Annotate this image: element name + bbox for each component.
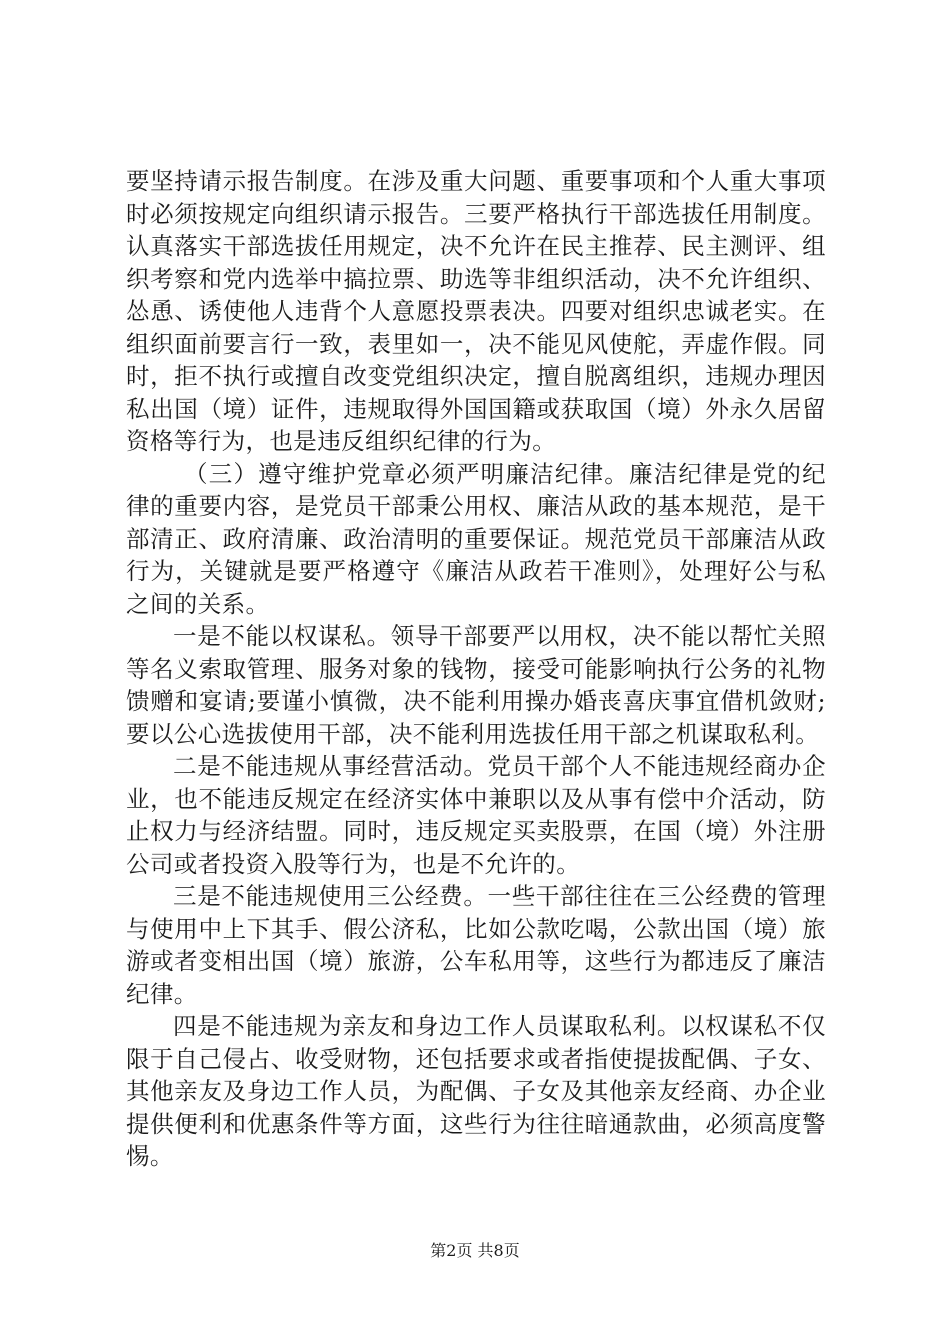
paragraph-point-one: 一是不能以权谋私。领导干部要严以用权，决不能以帮忙关照等名义索取管理、服务对象的钱物，接受可能影响执行公务的礼物馈赠和宴请;要谨小慎微，决不能利用操办婚丧喜庆事宜借机敛财;要以公心选拔使用干部，决不能利用选拔任用干部之机谋取私利。 xyxy=(126,622,826,748)
paragraph-point-two: 二是不能违规从事经营活动。党员干部个人不能违规经商办企业，也不能违反规定在经济实体中兼职以及从事有偿中介活动，防止权力与经济结盟。同时，违反规定买卖股票，在国（境）外注册公司或者投资入股等行为，也是不允许的。 xyxy=(126,752,826,878)
document-body xyxy=(126,165,826,1173)
paragraph-integrity-discipline-heading: （三）遵守维护党章必须严明廉洁纪律。廉洁纪律是党的纪律的重要内容，是党员干部秉公用权、廉洁从政的基本规范，是干部清正、政府清廉、政治清明的重要保证。规范党员干部廉洁从政行为，关键就是要严格遵守《廉洁从政若干准则》，处理好公与私之间的关系。 xyxy=(126,459,826,618)
paragraph-point-three: 三是不能违规使用三公经费。一些干部往往在三公经费的管理与使用中上下其手、假公济私，比如公款吃喝，公款出国（境）旅游或者变相出国（境）旅游，公车私用等，这些行为都违反了廉洁纪律。 xyxy=(126,882,826,1008)
page-number-footer: 第2页 共8页 xyxy=(430,1241,520,1260)
paragraph-organization-discipline: 要坚持请示报告制度。在涉及重大问题、重要事项和个人重大事项时必须按规定向组织请示报告。三要严格执行干部选拔任用制度。认真落实干部选拔任用规定，决不允许在民主推荐、民主测评、组织考察和党内选举中搞拉票、助选等非组织活动，决不允许组织、怂恿、诱使他人违背个人意愿投票表决。四要对组织忠诚老实。在组织面前要言行一致，表里如一，决不能见风使舵，弄虚作假。同时，拒不执行或擅自改变党组织决定，擅自脱离组织，违规办理因私出国（境）证件，违规取得外国国籍或获取国（境）外永久居留资格等行为，也是违反组织纪律的行为。 xyxy=(126,167,826,455)
paragraph-point-four: 四是不能违规为亲友和身边工作人员谋取私利。以权谋私不仅限于自己侵占、收受财物，还包括要求或者指使提拔配偶、子女、其他亲友及身边工作人员，为配偶、子女及其他亲友经商、办企业提供便利和优惠条件等方面，这些行为往往暗通款曲，必须高度警惕。 xyxy=(126,1012,826,1170)
